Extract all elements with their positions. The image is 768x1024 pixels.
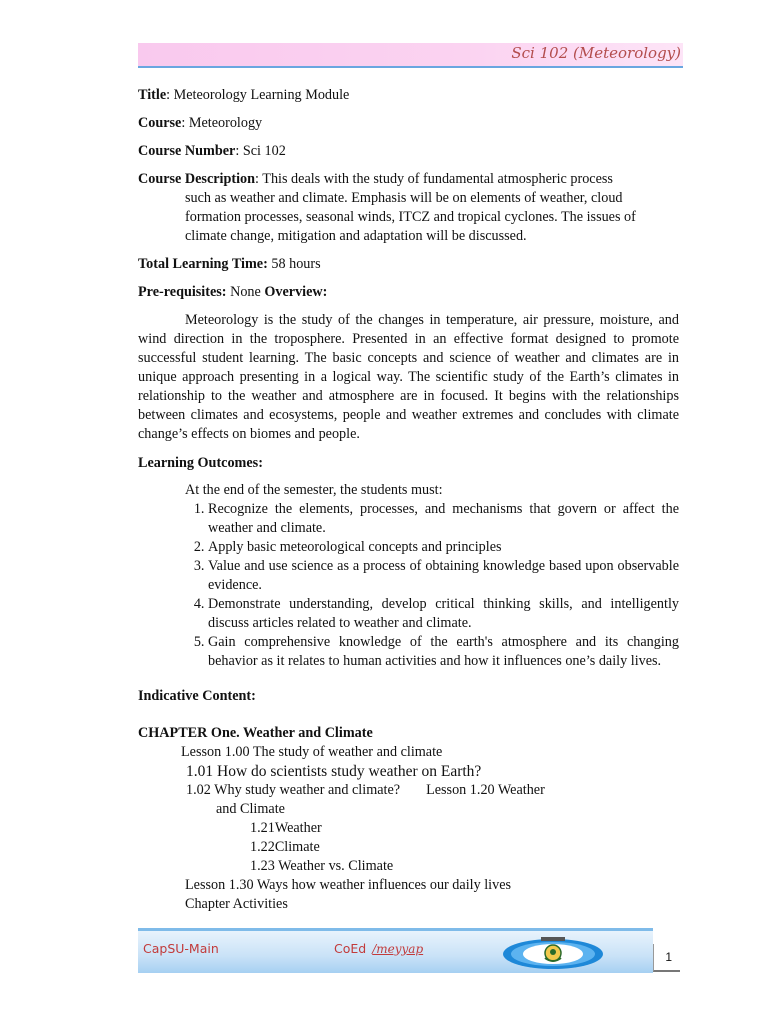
course-number-field	[138, 142, 679, 161]
learning-outcomes-heading: Learning Outcomes:	[138, 455, 263, 471]
item-1-22: 1.22Climate	[250, 839, 320, 855]
outcome-item: 3. Value and use science as a process of obtaining knowledge based upon observable evidence.	[208, 557, 679, 595]
item-1-23: 1.23 Weather vs. Climate	[250, 858, 394, 874]
learning-time-value: 58 hours	[267, 256, 321, 272]
outcomes-list	[138, 500, 679, 671]
lesson-1-00: Lesson 1.00 The study of weather and climate	[181, 744, 443, 760]
outcome-item: 2. Apply basic meteorological concepts and principles	[208, 538, 679, 557]
course-label: Course	[138, 115, 182, 131]
title-field	[138, 86, 679, 105]
lesson-1-30: Lesson 1.30 Ways how weather influences our daily lives	[185, 877, 512, 893]
course-field	[138, 114, 679, 133]
overview-paragraph: Meteorology is the study of the changes in temperature, air pressure, moisture, and wind direction in the troposphere. Presented in an effective format designed to promote successful student learning. The basic concepts and science of weather and climates are in unique approach presenting in a logical way. The scientific study of the Earth’s climates in relationship to the weather and atmosphere are in focused. It begins with the relationships between climates and ecosystems, people and weather extremes and concludes with climate change’s effects on biomes and people.	[138, 312, 679, 442]
prerequisites-label: Pre-requisites:	[138, 284, 227, 300]
course-description-field	[138, 170, 679, 246]
course-description-rest: such as weather and climate. Emphasis will be on elements of weather, cloud formation processes, seasonal winds, ITCZ and tropical cyclones. The issues of climate change, mitigation and adaptation will be discussed.	[185, 190, 636, 244]
overview-label: Overview:	[264, 284, 328, 300]
title-value: : Meteorology Learning Module	[166, 87, 350, 103]
footer-band	[138, 928, 653, 973]
footer-college	[334, 941, 423, 956]
item-1-21: 1.21Weather	[250, 820, 322, 836]
university-logo-icon	[501, 934, 605, 970]
lesson-1-20-cont: and Climate	[216, 801, 285, 817]
page-number-box	[653, 944, 680, 972]
prerequisites-field	[138, 283, 679, 302]
header-band	[138, 43, 683, 68]
title-label: Title	[138, 87, 167, 103]
outcome-item: 4. Demonstrate understanding, develop critical thinking skills, and intelligently discuss articles related to weather and climate.	[208, 595, 679, 633]
footer-signature: /meyyap	[372, 942, 424, 956]
learning-time-field	[138, 255, 679, 274]
document-body	[138, 86, 679, 914]
course-number-label: Course Number	[138, 143, 236, 159]
outcomes-intro: At the end of the semester, the students must:	[185, 482, 443, 498]
course-value: : Meteorology	[181, 115, 263, 131]
header-course-label: Sci 102 (Meteorology)	[511, 44, 681, 62]
chapter-title: CHAPTER One. Weather and Climate	[138, 725, 373, 741]
page-number: 1	[665, 950, 672, 964]
lesson-1-20: Lesson 1.20 Weather	[426, 782, 545, 798]
chapter-activities: Chapter Activities	[185, 896, 288, 912]
course-number-value: : Sci 102	[235, 143, 286, 159]
footer-college-label: CoEd	[334, 941, 367, 956]
item-1-02-row	[138, 781, 679, 800]
course-description-label: Course Description	[138, 171, 256, 187]
course-description-line1: : This deals with the study of fundamental atmospheric process	[255, 171, 613, 187]
prerequisites-value: None	[226, 284, 265, 300]
footer-campus: CapSU-Main	[143, 941, 219, 956]
item-1-01: 1.01 How do scientists study weather on Earth?	[186, 763, 482, 780]
item-1-02: 1.02 Why study weather and climate?	[186, 782, 401, 798]
indicative-content-heading: Indicative Content:	[138, 688, 256, 704]
learning-time-label: Total Learning Time:	[138, 256, 268, 272]
outcome-item: 5. Gain comprehensive knowledge of the earth's atmosphere and its changing behavior as it relates to human activities and how it influences one’s daily lives.	[208, 633, 679, 671]
outcome-item: 1. Recognize the elements, processes, and mechanisms that govern or affect the weather and climate.	[208, 500, 679, 538]
